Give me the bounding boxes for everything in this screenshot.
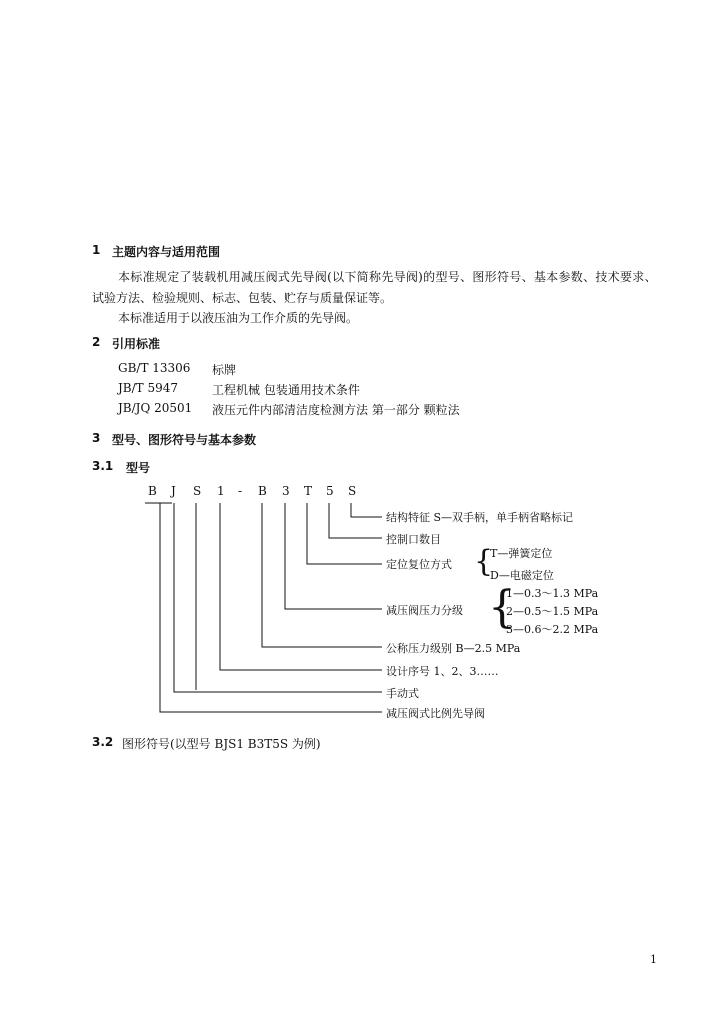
section-1-number: 1	[92, 243, 101, 257]
label-grade: 减压阀压力分级	[386, 604, 463, 617]
reference-title: 标牌	[212, 363, 237, 377]
label-manual: 手动式	[386, 687, 419, 700]
reference-title: 工程机械 包装通用技术条件	[212, 383, 360, 397]
label-positioning-t: T—弹簧定位	[490, 547, 553, 560]
section-1-scope-paragraph: 本标准适用于以液压油为工作介质的先导阀。	[118, 311, 359, 325]
reference-code: JB/T 5947	[118, 381, 179, 395]
label-positioning-d: D—电磁定位	[490, 569, 554, 582]
section-1-title: 主题内容与适用范围	[112, 245, 221, 259]
model-code-char: B	[148, 484, 157, 498]
section-3-2-title: 图形符号(以型号 BJS1 B3T5S 为例)	[122, 737, 321, 751]
page-number: 1	[650, 953, 657, 966]
label-nominal-pressure: 公称压力级别 B—2.5 MPa	[386, 642, 521, 655]
label-design-sequence: 设计序号 1、2、3……	[386, 665, 499, 678]
label-type: 减压阀式比例先导阀	[386, 707, 485, 720]
label-grade-2: 2—0.5～1.5 MPa	[506, 605, 599, 618]
reference-code: GB/T 13306	[118, 361, 191, 375]
section-1-paragraph-line-2: 试验方法、检验规则、标志、包装、贮存与质量保证等。	[92, 291, 393, 305]
section-3-1-title: 型号	[126, 461, 151, 475]
section-2-title: 引用标准	[112, 337, 161, 351]
section-3-title: 型号、图形符号与基本参数	[112, 433, 257, 447]
model-code-char: 5	[326, 484, 334, 498]
model-code-char: S	[193, 484, 202, 498]
brace: {	[474, 544, 494, 579]
label-grade-3: 3—0.6～2.2 MPa	[506, 623, 599, 636]
model-code-char: T	[304, 484, 313, 498]
section-1-paragraph-line-1: 本标准规定了装载机用减压阀式先导阀(以下简称先导阀)的型号、图形符号、基本参数、技术要求、	[118, 270, 657, 284]
section-3-2-number: 3.2	[92, 735, 114, 749]
model-code-char: J	[171, 484, 176, 498]
model-code-char: 1	[217, 484, 225, 498]
model-code-char: S	[348, 484, 357, 498]
label-grade-1: 1—0.3～1.3 MPa	[506, 587, 599, 600]
model-code-char: B	[258, 484, 267, 498]
reference-code: JB/JQ 20501	[118, 401, 193, 415]
model-code-char: 3	[282, 484, 290, 498]
brace: {	[488, 582, 516, 633]
model-code-char: -	[238, 484, 243, 498]
section-3-1-number: 3.1	[92, 459, 114, 473]
label-ports: 控制口数目	[386, 533, 441, 546]
label-positioning: 定位复位方式	[386, 558, 452, 571]
label-structure: 结构特征 S—双手柄，单手柄省略标记	[386, 511, 574, 524]
section-3-number: 3	[92, 431, 101, 445]
section-2-number: 2	[92, 335, 101, 349]
reference-title: 液压元件内部清洁度检测方法 第一部分 颗粒法	[212, 403, 460, 417]
